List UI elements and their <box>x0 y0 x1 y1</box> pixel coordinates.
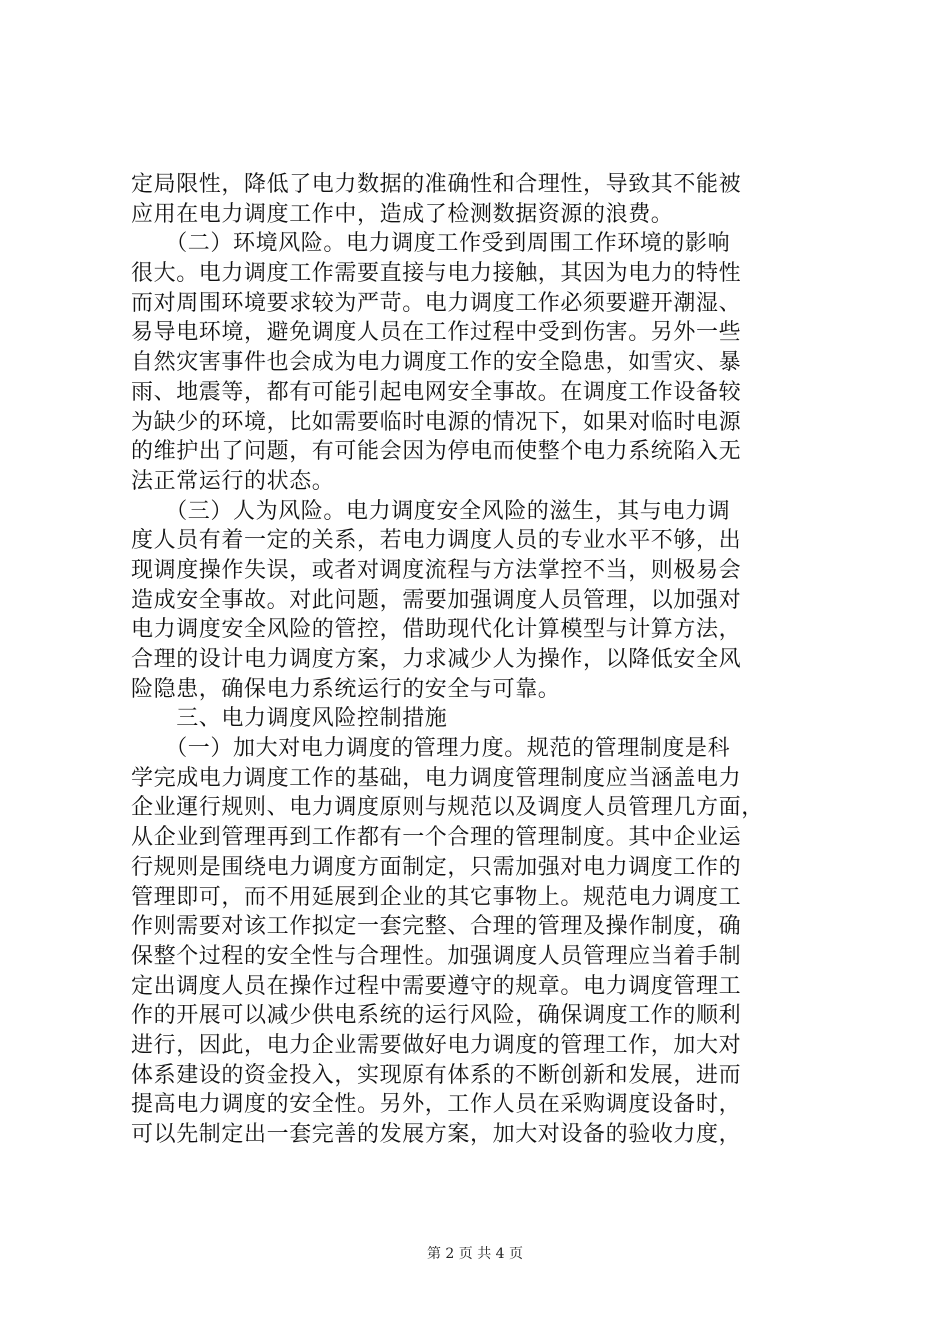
text-line: 进行，因此，电力企业需要做好电力调度的管理工作，加大对 <box>131 1032 742 1058</box>
text-line: 很大。电力调度工作需要直接与电力接触，其因为电力的特性 <box>131 261 742 287</box>
text-line: 现调度操作失误，或者对调度流程与方法掌控不当，则极易会 <box>131 557 742 583</box>
text-line: 电力调度安全风险的管控，借助现代化计算模型与计算方法， <box>131 617 742 643</box>
text-line: 作的开展可以减少供电系统的运行风险，确保调度工作的顺利 <box>131 1003 742 1029</box>
text-line: 险隐患，确保电力系统运行的安全与可靠。 <box>131 676 561 702</box>
text-line: 定出调度人员在操作过程中需要遵守的规章。电力调度管理工 <box>131 973 742 999</box>
text-line: 可以先制定出一套完善的发展方案，加大对设备的验收力度， <box>131 1122 742 1147</box>
text-line: 企业運行规则、电力调度原则与规范以及调度人员管理几方面， <box>131 795 764 821</box>
text-line: 从企业到管理再到工作都有一个合理的管理制度。其中企业运 <box>131 825 742 851</box>
text-line: 作则需要对该工作拟定一套完整、合理的管理及操作制度，确 <box>131 914 742 940</box>
text-line: 学完成电力调度工作的基础，电力调度管理制度应当涵盖电力 <box>131 765 742 791</box>
document-body <box>131 170 831 1150</box>
text-line: 合理的设计电力调度方案，力求减少人为操作，以降低安全风 <box>131 647 742 672</box>
text-line: 提高电力调度的安全性。另外，工作人员在采购调度设备时， <box>131 1092 742 1118</box>
text-line: 应用在电力调度工作中，造成了检测数据资源的浪费。 <box>131 201 674 227</box>
text-line: 易导电环境，避免调度人员在工作过程中受到伤害。另外一些 <box>131 320 742 346</box>
text-line: 管理即可，而不用延展到企业的其它事物上。规范电力调度工 <box>131 884 742 910</box>
text-line: 度人员有着一定的关系，若电力调度人员的专业水平不够，出 <box>131 528 742 554</box>
text-line: （三）人为风险。电力调度安全风险的滋生，其与电力调 <box>131 498 731 524</box>
text-line: 而对周围环境要求较为严苛。电力调度工作必须要避开潮湿、 <box>131 290 742 316</box>
text-line: 的维护出了问题，有可能会因为停电而使整个电力系统陷入无 <box>131 439 742 465</box>
text-line: 造成安全事故。对此问题，需要加强调度人员管理，以加强对 <box>131 587 742 613</box>
text-line: 定局限性，降低了电力数据的准确性和合理性，导致其不能被 <box>131 172 742 197</box>
section-heading: 三、电力调度风险控制措施 <box>131 706 448 732</box>
text-line: 法正常运行的状态。 <box>131 468 335 494</box>
text-line: 保整个过程的安全性与合理性。加强调度人员管理应当着手制 <box>131 943 742 969</box>
text-line: 自然灾害事件也会成为电力调度工作的安全隐患，如雪灾、暴 <box>131 350 742 376</box>
text-line: 为缺少的环境，比如需要临时电源的情况下，如果对临时电源 <box>131 409 742 435</box>
text-line: 体系建设的资金投入，实现原有体系的不断创新和发展，进而 <box>131 1062 742 1088</box>
text-line: （二）环境风险。电力调度工作受到周围工作环境的影响 <box>131 231 731 257</box>
text-line: （一）加大对电力调度的管理力度。规范的管理制度是科 <box>131 736 731 762</box>
page-number-footer: 第 2 页 共 4 页 <box>426 1246 524 1262</box>
text-line: 雨、地震等，都有可能引起电网安全事故。在调度工作设备较 <box>131 379 742 405</box>
text-line: 行规则是围绕电力调度方面制定，只需加强对电力调度工作的 <box>131 854 742 880</box>
